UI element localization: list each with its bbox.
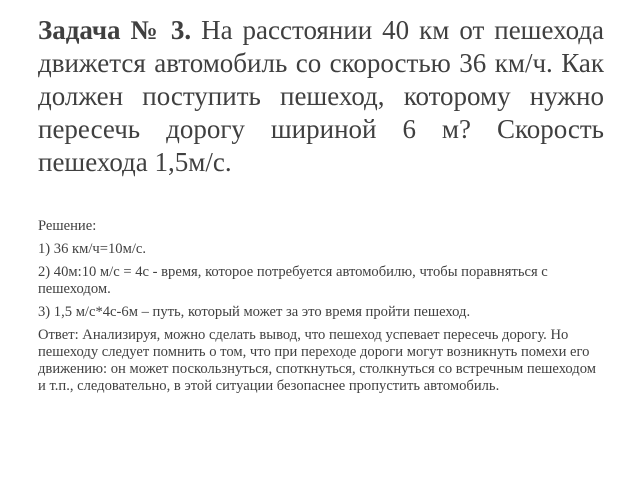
solution-step-3: 3) 1,5 м/с*4с-6м – путь, который может за это время пройти пешеход. (38, 304, 471, 320)
solution-heading: Решение: (38, 218, 97, 234)
task-label: Задача № 3. (38, 15, 192, 45)
solution-answer: Ответ: Анализируя, можно сделать вывод, что пешеход успевает пересечь дорогу. Но пешеходу следует помнить о том, что при переходе дороги могут возникнуть помехи его движению: он может поскользнуться, споткнуться, столкнуться со встречным пешеходом и т.п., следовательно, в этой ситуации безопаснее пропустить автомобиль. (38, 327, 596, 394)
solution-step-2: 2) 40м:10 м/с = 4с - время, которое потребуется автомобилю, чтобы поравняться с пешеходом. (38, 264, 548, 297)
task-text: На расстоянии 40 км от пешехода движется автомобиль со скоростью 36 км/ч. Как должен поступить пешеход, которому нужно пересечь дорогу шириной 6 м? Скорость пешехода 1,5м/с. (38, 15, 605, 177)
solution-block (38, 218, 604, 401)
task-statement (38, 14, 604, 179)
solution-step-1: 1) 36 км/ч=10м/с. (38, 241, 147, 257)
